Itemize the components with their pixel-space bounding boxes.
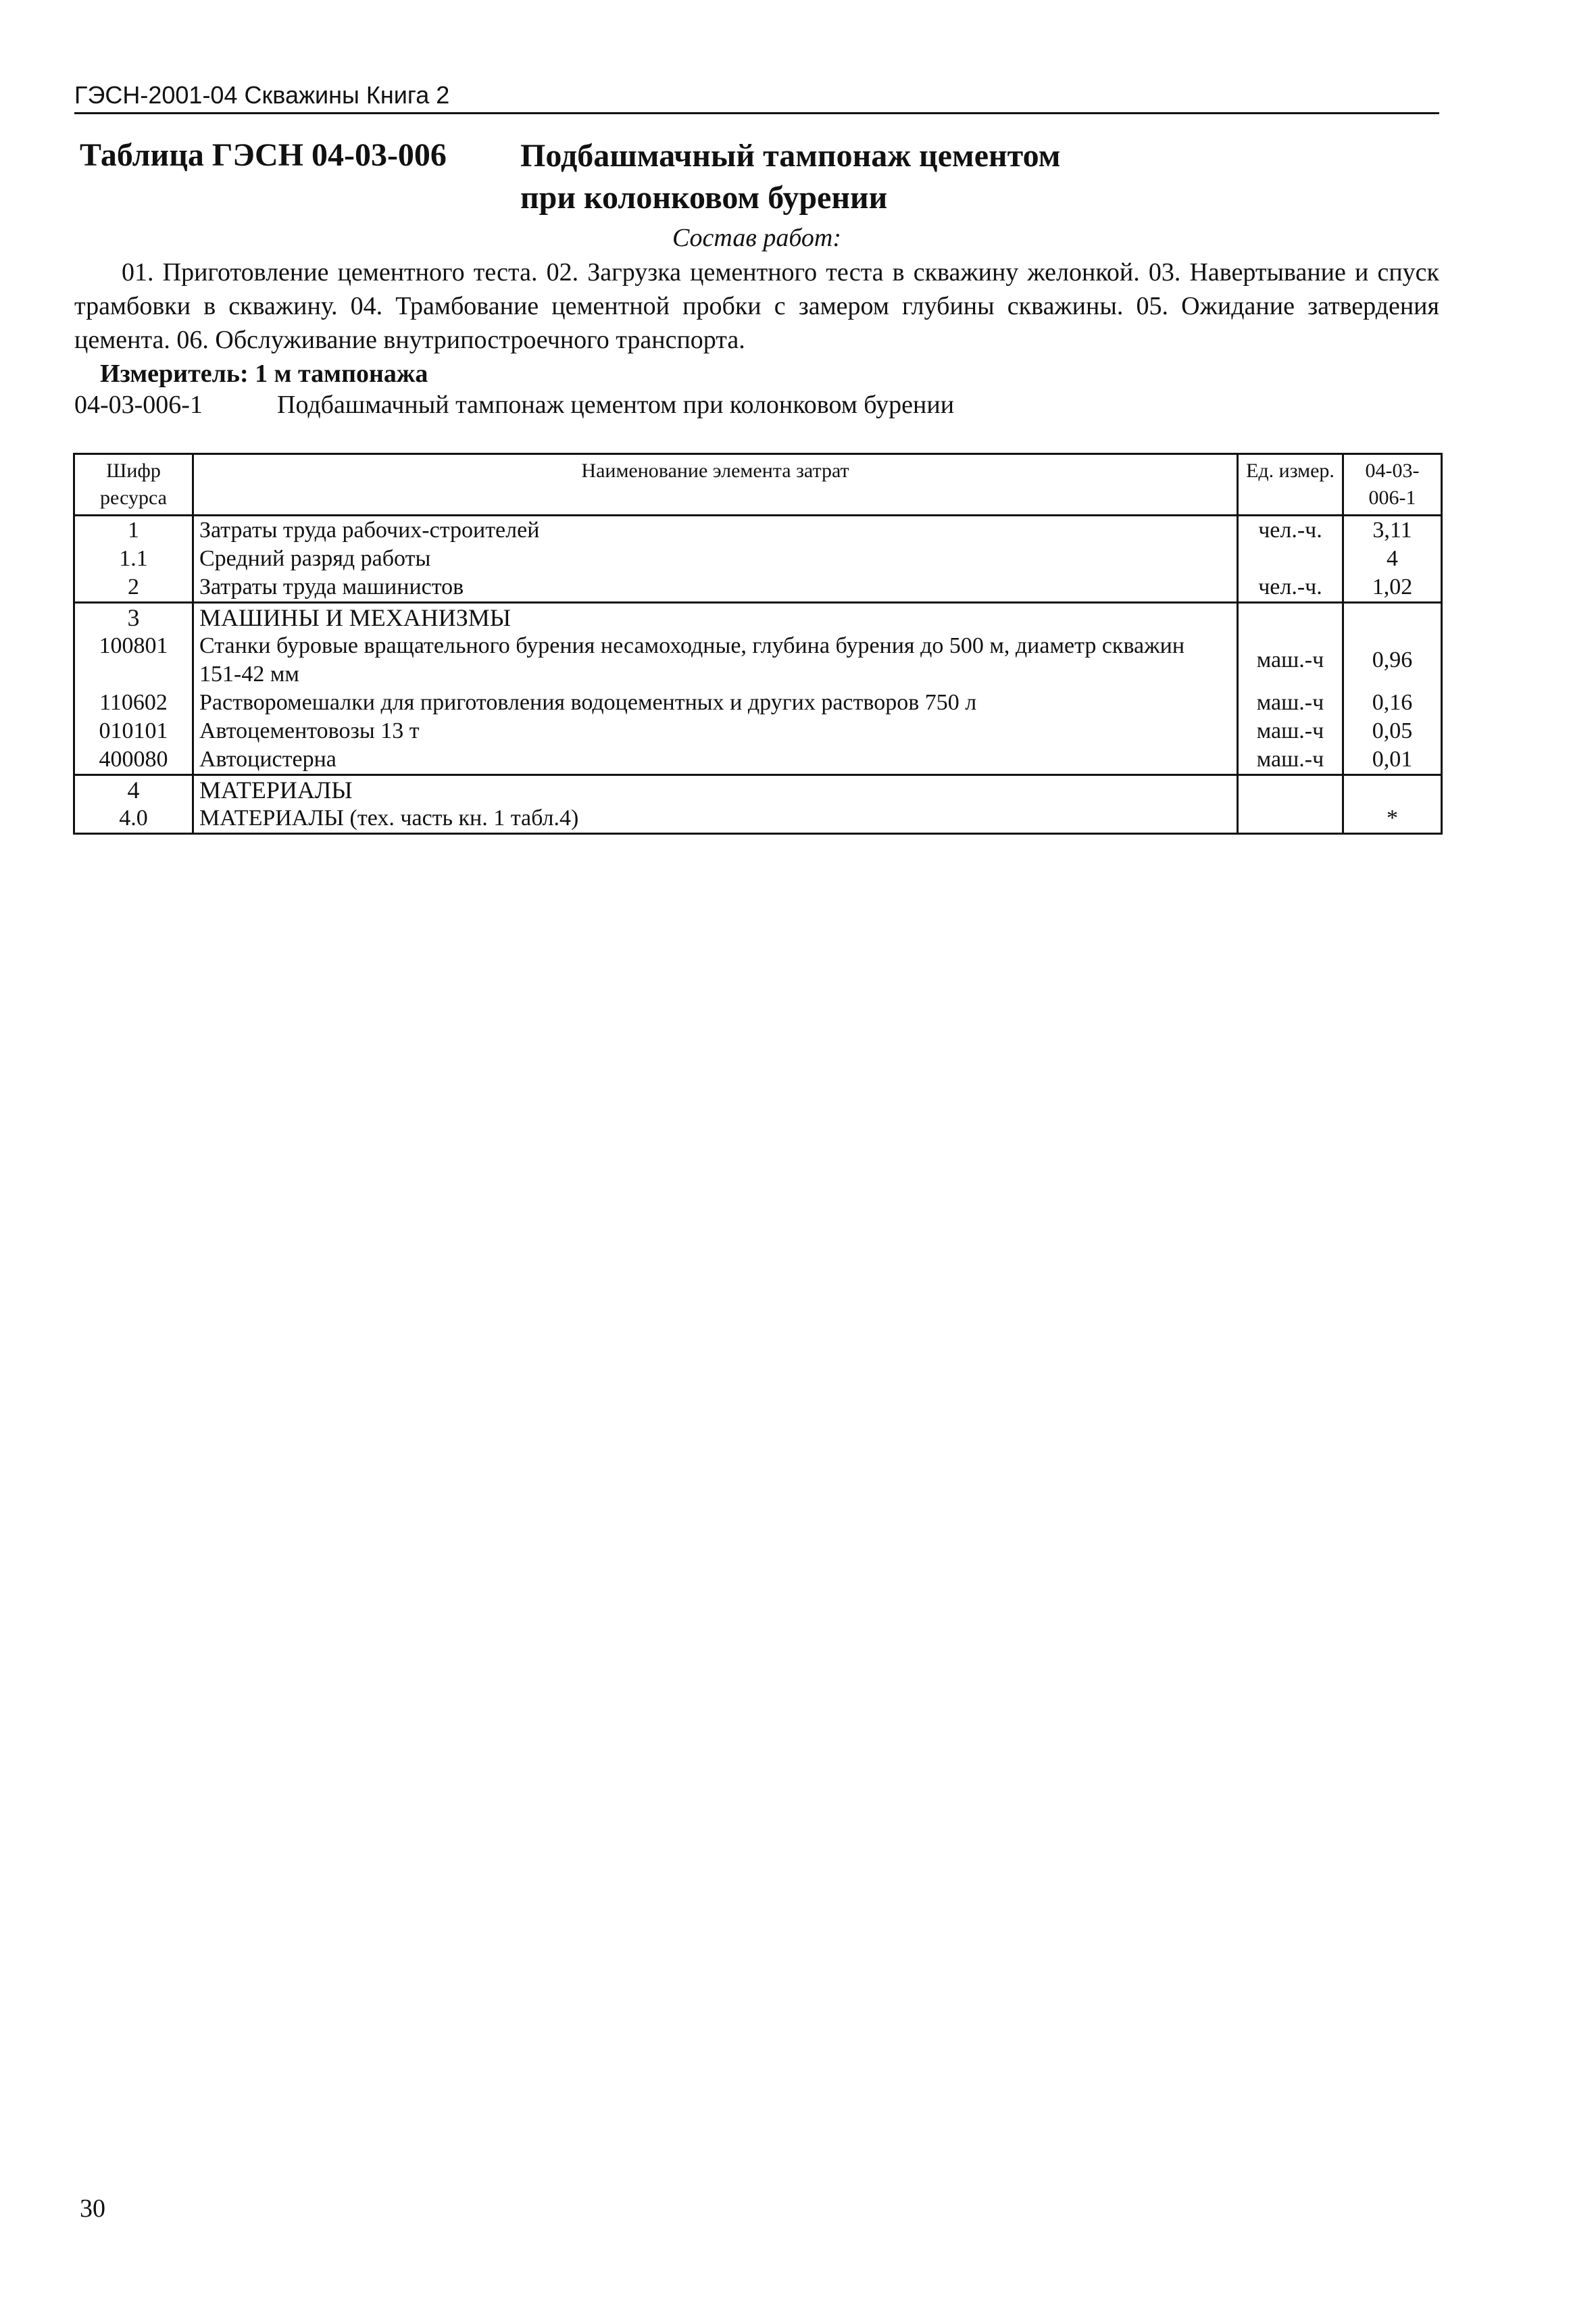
- table-row: [74, 804, 1442, 834]
- row-code: 3: [74, 603, 193, 633]
- row-value: *: [1343, 804, 1442, 834]
- row-code: 4.0: [74, 804, 193, 834]
- row-code: 110602: [74, 689, 193, 717]
- table-row: [74, 717, 1442, 745]
- row-code: 010101: [74, 717, 193, 745]
- row-name: Автоцементовозы 13 т: [193, 717, 1238, 745]
- table-title-name: [520, 135, 1196, 219]
- table-row: [74, 775, 1442, 805]
- row-unit: [1238, 804, 1343, 834]
- running-title: ГЭСН-2001-04 Скважины Книга 2: [74, 81, 450, 109]
- row-name: Затраты труда рабочих-строителей: [193, 516, 1238, 545]
- work-composition-text: 01. Приготовление цементного теста. 02. Загрузка цементного теста в скважину желонкой. 03. Навертывание и спуск трамбовки в скважину. 04. Трамбование цементной пробки с замером глубины скважины. 05. Ожидание затвердения цемента. 06. Обслуживание внутрипостроечного транспорта.: [74, 258, 1439, 354]
- norm-line: [74, 388, 954, 422]
- row-code: 1.1: [74, 545, 193, 573]
- header-unit: Ед. измер.: [1238, 454, 1343, 516]
- header-code: Шифр ресурса: [74, 454, 193, 516]
- table-header-row: [74, 454, 1442, 516]
- row-value: 0,01: [1343, 745, 1442, 775]
- row-unit: маш.-ч: [1238, 717, 1343, 745]
- row-unit: маш.-ч: [1238, 632, 1343, 689]
- table-title-code: Таблица ГЭСН 04-03-006: [80, 137, 447, 173]
- row-unit: чел.-ч.: [1238, 516, 1343, 545]
- norms-table: [73, 453, 1443, 835]
- table-row: [74, 689, 1442, 717]
- row-code: 400080: [74, 745, 193, 775]
- row-unit: чел.-ч.: [1238, 573, 1343, 603]
- table-title-line-1: Подбашмачный тампонаж цементом: [520, 138, 1061, 174]
- row-code: 100801: [74, 632, 193, 689]
- table-row: [74, 545, 1442, 573]
- running-header: [74, 80, 1439, 114]
- row-code: 4: [74, 775, 193, 805]
- row-unit: [1238, 775, 1343, 805]
- work-composition-heading: Состав работ:: [672, 224, 842, 252]
- norm-code: 04-03-006-1: [74, 391, 203, 419]
- table-title-line-2: при колонковом бурении: [520, 180, 888, 216]
- row-value: 0,96: [1343, 632, 1442, 689]
- section-heading-materials: МАТЕРИАЛЫ: [193, 775, 1238, 805]
- row-value: [1343, 775, 1442, 805]
- norm-name: Подбашмачный тампонаж цементом при колонковом бурении: [277, 391, 955, 419]
- row-unit: [1238, 603, 1343, 633]
- row-value: 0,05: [1343, 717, 1442, 745]
- table-row: [74, 573, 1442, 603]
- table-row: [74, 603, 1442, 633]
- row-value: [1343, 603, 1442, 633]
- row-name: Затраты труда машинистов: [193, 573, 1238, 603]
- row-name: МАТЕРИАЛЫ (тех. часть кн. 1 табл.4): [193, 804, 1238, 834]
- table-row: [74, 632, 1442, 689]
- header-name: Наименование элемента затрат: [193, 454, 1238, 516]
- row-unit: маш.-ч: [1238, 745, 1343, 775]
- row-unit: маш.-ч: [1238, 689, 1343, 717]
- page-number: 30: [80, 2194, 105, 2223]
- row-value: 3,11: [1343, 516, 1442, 545]
- table-row: [74, 516, 1442, 545]
- row-name: Растворомешалки для приготовления водоцементных и других растворов 750 л: [193, 689, 1238, 717]
- row-name: Автоцистерна: [193, 745, 1238, 775]
- section-heading-machines: МАШИНЫ И МЕХАНИЗМЫ: [193, 603, 1238, 633]
- row-value: 0,16: [1343, 689, 1442, 717]
- row-name: Средний разряд работы: [193, 545, 1238, 573]
- table-row: [74, 745, 1442, 775]
- row-unit: [1238, 545, 1343, 573]
- row-code: 2: [74, 573, 193, 603]
- row-name: Станки буровые вращательного бурения несамоходные, глубина бурения до 500 м, диаметр скважин 151-42 мм: [193, 632, 1238, 689]
- row-value: 1,02: [1343, 573, 1442, 603]
- header-value: 04-03-006-1: [1343, 454, 1442, 516]
- row-code: 1: [74, 516, 193, 545]
- row-value: 4: [1343, 545, 1442, 573]
- measure-unit: Измеритель: 1 м тампонажа: [100, 360, 428, 388]
